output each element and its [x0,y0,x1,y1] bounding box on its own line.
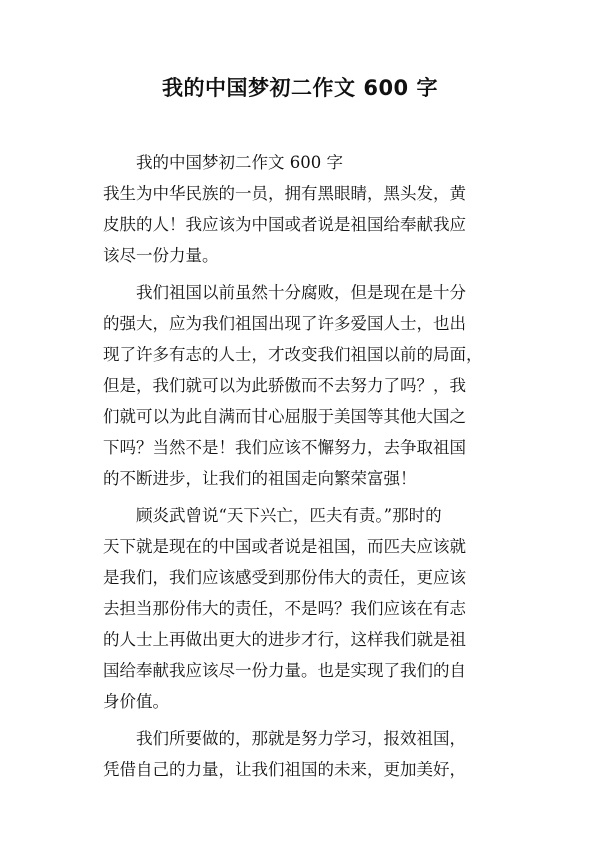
paragraph-line: 身价值。 [103,692,169,711]
paragraph-line: 但是，我们就可以为此骄傲而不去努力了吗？，我 [103,376,466,395]
essay-subtitle: 我的中国梦初二作文 600 字 [136,153,343,172]
paragraph-line: 我生为中华民族的一员，拥有黑眼睛，黑头发，黄 [103,184,466,203]
paragraph-line: 下吗？当然不是！我们应该不懈努力，去争取祖国 [103,438,466,457]
paragraph-line: 皮肤的人！我应该为中国或者说是祖国给奉献我应 [103,215,466,234]
paragraph-line: 的不断进步，让我们的祖国走向繁荣富强！ [103,469,417,488]
paragraph-2 [103,277,498,494]
paragraph-4 [103,723,498,785]
paragraph-line: 该尽一份力量。 [103,246,219,265]
document-body [103,147,498,785]
paragraph-line: 的强大，应为我们祖国出现了许多爱国人士，也出 [103,314,466,333]
paragraph-line: 我们祖国以前虽然十分腐败，但是现在是十分 [136,283,466,302]
paragraph-line: 去担当那份伟大的责任，不是吗？我们应该在有志 [103,599,466,618]
document-title: 我的中国梦初二作文 600 字 [162,76,438,100]
paragraph-line: 们就可以为此自满而甘心屈服于美国等其他大国之 [103,407,466,426]
paragraph-line: 国给奉献我应该尽一份力量。也是实现了我们的自 [103,661,466,680]
paragraph-line: 是我们，我们应该感受到那份伟大的责任，更应该 [103,568,466,587]
paragraph-line: 顾炎武曾说“天下兴亡，匹夫有责。”那时的 [136,506,442,525]
paragraph-line: 天下就是现在的中国或者说是祖国，而匹夫应该就 [103,537,466,556]
paragraph-line: 现了许多有志的人士，才改变我们祖国以前的局面， [103,345,483,364]
paragraph-1 [103,178,498,271]
paragraph-line: 凭借自己的力量，让我们祖国的未来，更加美好， [103,760,466,779]
paragraph-line: 的人士上再做出更大的进步才行，这样我们就是祖 [103,630,466,649]
paragraph-line: 我们所要做的，那就是努力学习，报效祖国， [136,729,466,748]
paragraph-3 [103,500,498,717]
